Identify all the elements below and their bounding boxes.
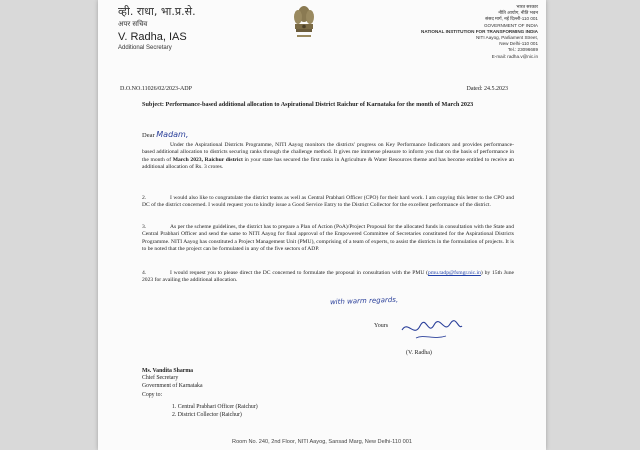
addressee-name: Ms. Vandita Sharma — [142, 368, 194, 374]
signature-icon — [398, 316, 466, 346]
signer-name: (V. Radha) — [406, 350, 432, 356]
paragraph-1-text-a: Under the Aspirational Districts Programme, NITI Aayog monitors the districts' progress on Key Performance Indicators and provides performance-based additional allocation to districts securing ranks through the challenge method. It gives me immense pleasure to inform you that on the basis of performance in the month of — [142, 142, 514, 163]
sender-hindi-title: अपर सचिव — [118, 20, 148, 28]
address-line: GOVERNMENT OF INDIA — [483, 22, 538, 28]
address-line: नीति आयोग, नीति भवन — [498, 10, 538, 16]
address-line: NATIONAL INSTITUTION FOR TRANSFORMING INDIA — [421, 28, 538, 34]
paragraph-4-number: 4. — [142, 270, 147, 276]
list-item: 1. Central Prabhari Officer (Raichur) — [172, 404, 258, 410]
salutation-handwritten: Madam, — [156, 130, 189, 139]
paragraph-1-text-c: in your state has secured the first ranks in Agriculture & Water Resources theme and has become entitled to receive an additional allocation of Rs. 3 crores. — [142, 156, 514, 171]
salutation — [142, 130, 188, 139]
copy-to-list — [172, 403, 258, 419]
paragraph-4 — [142, 270, 514, 285]
office-address-block — [388, 4, 538, 60]
letter-date: Dated: 24.5.2023 — [466, 86, 508, 92]
address-line: E-mail: radha.v@nic.in — [491, 53, 538, 59]
paragraph-3-text: As per the scheme guidelines, the district has to prepare a Plan of Action (PoA)/Project Proposal for the allocated funds in consultation with the State and Central Prabhari Officer and send the same to NITI Aayog for final approval of the Empowered Committee of Secretaries constituted for the Aspirational Districts Programme. NITI Aayog has constituted a Project Management Unit (PMU), comprising of a team of experts, to assist the districts in the formulation of projects. It is to be noted that the project can be formulated in any of the five sectors of ADP. — [142, 224, 514, 253]
pmu-email-link[interactable]: pmu.tadp@fsmgr.nic.in — [428, 270, 481, 276]
page-footer-address: Room No. 240, 2nd Floor, NITI Aayog, Sansad Marg, New Delhi-110 001 — [232, 439, 412, 445]
closing-yours: Yours — [374, 323, 389, 329]
addressee-block — [142, 368, 203, 390]
address-line: भारत सरकार — [516, 4, 538, 9]
address-line: संसद मार्ग, नई दिल्ली-110 001 — [485, 16, 538, 22]
paragraph-3-number: 3. — [142, 224, 147, 230]
sender-block — [118, 4, 238, 51]
copy-to-label: Copy to: — [142, 392, 163, 398]
salutation-dear: Dear — [142, 132, 155, 139]
sender-hindi-name: व्ही. राधा, भा.प्र.से. — [118, 5, 196, 18]
sender-name: V. Radha, IAS — [118, 31, 187, 43]
state-emblem-icon — [291, 2, 317, 54]
letter-page — [98, 0, 546, 450]
addressee-org: Government of Karnataka — [142, 382, 203, 389]
reference-number: D.O.NO.11026/02/2023-ADP — [120, 86, 192, 92]
address-line: NITI Aayog, Parliament Street, — [475, 35, 538, 41]
paragraph-2-number: 2. — [142, 195, 147, 201]
paragraph-4-text-b: ) by 15th June 2023 for availing the additional allocation. — [142, 270, 514, 284]
address-line: Tel.: 23096689 — [507, 47, 538, 53]
paragraph-3 — [142, 224, 514, 254]
address-line: New Delhi-110 001 — [499, 41, 538, 47]
paragraph-1 — [142, 142, 514, 172]
handwritten-regards: with warm regards, — [329, 295, 399, 307]
addressee-title: Chief Secretary — [142, 375, 179, 382]
sender-title: Additional Secretary — [118, 45, 172, 51]
paragraph-2-text: I would also like to congratulate the district teams as well as Central Prabhari Officer (CPO) for their hard work. I am copying this letter to the CPO and DC of the district concerned. I would request you to kindly issue a Good Service Entry to the District Collector for the excellent performance of the district. — [142, 195, 514, 209]
letter-subject: Subject: Performance-based additional allocation to Aspirational District Raichur of Karnataka for the month of March 2023 — [142, 101, 474, 108]
paragraph-4-text-a: I would request you to please direct the DC concerned to formulate the proposal in consultation with the PMU ( — [170, 270, 429, 276]
paragraph-1-bold: March 2023, Raichur district — [172, 156, 243, 163]
list-item: 2. District Collector (Raichur) — [172, 412, 242, 418]
paragraph-2 — [142, 195, 514, 210]
